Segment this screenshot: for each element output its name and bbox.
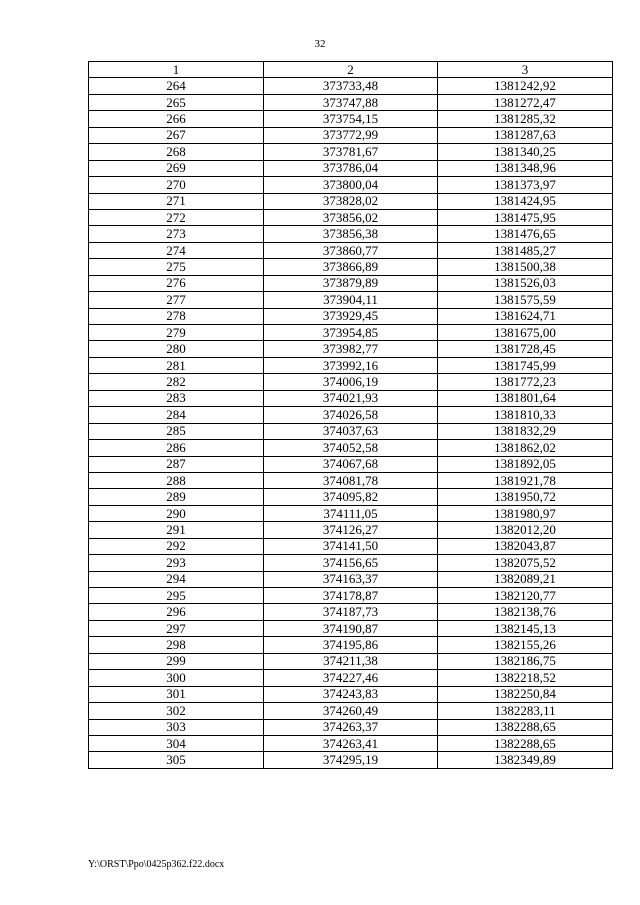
table-row — [89, 275, 613, 291]
x-coordinate-cell: 373954,85 — [264, 325, 438, 341]
table-row — [89, 78, 613, 94]
x-coordinate-cell: 374021,93 — [264, 390, 438, 406]
x-coordinate-cell: 374095,82 — [264, 489, 438, 505]
x-coordinate-cell: 373754,15 — [264, 111, 438, 127]
point-number-cell: 300 — [89, 670, 264, 686]
x-coordinate-cell: 374187,73 — [264, 604, 438, 620]
point-number-cell: 276 — [89, 275, 264, 291]
y-coordinate-cell: 1382012,20 — [438, 522, 613, 538]
x-coordinate-cell: 373866,89 — [264, 259, 438, 275]
column-header-1: 1 — [89, 62, 264, 78]
table-row — [89, 719, 613, 735]
table-row — [89, 127, 613, 143]
table-row — [89, 259, 613, 275]
point-number-cell: 294 — [89, 571, 264, 587]
y-coordinate-cell: 1381373,97 — [438, 177, 613, 193]
table-row — [89, 357, 613, 373]
point-number-cell: 265 — [89, 94, 264, 110]
point-number-cell: 275 — [89, 259, 264, 275]
x-coordinate-cell: 374111,05 — [264, 505, 438, 521]
column-header-3: 3 — [438, 62, 613, 78]
y-coordinate-cell: 1381242,92 — [438, 78, 613, 94]
table-row — [89, 423, 613, 439]
point-number-cell: 274 — [89, 242, 264, 258]
x-coordinate-cell: 373992,16 — [264, 357, 438, 373]
x-coordinate-cell: 374126,27 — [264, 522, 438, 538]
table-row — [89, 292, 613, 308]
x-coordinate-cell: 374295,19 — [264, 752, 438, 768]
table-row — [89, 226, 613, 242]
x-coordinate-cell: 373733,48 — [264, 78, 438, 94]
y-coordinate-cell: 1381832,29 — [438, 423, 613, 439]
x-coordinate-cell: 374227,46 — [264, 670, 438, 686]
point-number-cell: 270 — [89, 177, 264, 193]
table-row — [89, 522, 613, 538]
point-number-cell: 288 — [89, 472, 264, 488]
x-coordinate-cell: 373856,38 — [264, 226, 438, 242]
page-number: 32 — [314, 38, 326, 50]
table-row — [89, 111, 613, 127]
y-coordinate-cell: 1381980,97 — [438, 505, 613, 521]
y-coordinate-cell: 1381340,25 — [438, 144, 613, 160]
x-coordinate-cell: 374190,87 — [264, 620, 438, 636]
x-coordinate-cell: 373747,88 — [264, 94, 438, 110]
table-header-row — [89, 62, 613, 78]
y-coordinate-cell: 1382075,52 — [438, 555, 613, 571]
x-coordinate-cell: 374178,87 — [264, 588, 438, 604]
y-coordinate-cell: 1381801,64 — [438, 390, 613, 406]
table-row — [89, 160, 613, 176]
point-number-cell: 269 — [89, 160, 264, 176]
y-coordinate-cell: 1381745,99 — [438, 357, 613, 373]
table-row — [89, 209, 613, 225]
document-file-path: Y:\ORST\Ppo\0425p362.f22.docx — [88, 859, 225, 870]
point-number-cell: 289 — [89, 489, 264, 505]
y-coordinate-cell: 1382218,52 — [438, 670, 613, 686]
x-coordinate-cell: 373800,04 — [264, 177, 438, 193]
y-coordinate-cell: 1382138,76 — [438, 604, 613, 620]
point-number-cell: 271 — [89, 193, 264, 209]
y-coordinate-cell: 1381348,96 — [438, 160, 613, 176]
x-coordinate-cell: 373860,77 — [264, 242, 438, 258]
table-row — [89, 703, 613, 719]
table-row — [89, 177, 613, 193]
point-number-cell: 281 — [89, 357, 264, 373]
point-number-cell: 280 — [89, 341, 264, 357]
table-row — [89, 374, 613, 390]
point-number-cell: 297 — [89, 620, 264, 636]
y-coordinate-cell: 1382043,87 — [438, 538, 613, 554]
point-number-cell: 286 — [89, 440, 264, 456]
x-coordinate-cell: 374006,19 — [264, 374, 438, 390]
y-coordinate-cell: 1381950,72 — [438, 489, 613, 505]
table-row — [89, 440, 613, 456]
point-number-cell: 302 — [89, 703, 264, 719]
point-number-cell: 293 — [89, 555, 264, 571]
y-coordinate-cell: 1381287,63 — [438, 127, 613, 143]
table-row — [89, 735, 613, 751]
point-number-cell: 273 — [89, 226, 264, 242]
point-number-cell: 283 — [89, 390, 264, 406]
table-row — [89, 555, 613, 571]
y-coordinate-cell: 1382288,65 — [438, 719, 613, 735]
point-number-cell: 266 — [89, 111, 264, 127]
point-number-cell: 303 — [89, 719, 264, 735]
y-coordinate-cell: 1382250,84 — [438, 686, 613, 702]
table-row — [89, 144, 613, 160]
table-row — [89, 308, 613, 324]
x-coordinate-cell: 374263,41 — [264, 735, 438, 751]
y-coordinate-cell: 1381272,47 — [438, 94, 613, 110]
x-coordinate-cell: 373772,99 — [264, 127, 438, 143]
y-coordinate-cell: 1381772,23 — [438, 374, 613, 390]
x-coordinate-cell: 373856,02 — [264, 209, 438, 225]
x-coordinate-cell: 373786,04 — [264, 160, 438, 176]
y-coordinate-cell: 1381285,32 — [438, 111, 613, 127]
table-row — [89, 94, 613, 110]
y-coordinate-cell: 1382155,26 — [438, 637, 613, 653]
column-header-2: 2 — [264, 62, 438, 78]
table-row — [89, 637, 613, 653]
point-number-cell: 298 — [89, 637, 264, 653]
y-coordinate-cell: 1381862,02 — [438, 440, 613, 456]
table-row — [89, 653, 613, 669]
table-row — [89, 588, 613, 604]
x-coordinate-cell: 374163,37 — [264, 571, 438, 587]
x-coordinate-cell: 374067,68 — [264, 456, 438, 472]
y-coordinate-cell: 1381485,27 — [438, 242, 613, 258]
table-row — [89, 604, 613, 620]
y-coordinate-cell: 1381575,59 — [438, 292, 613, 308]
table-row — [89, 193, 613, 209]
y-coordinate-cell: 1381526,03 — [438, 275, 613, 291]
point-number-cell: 284 — [89, 407, 264, 423]
point-number-cell: 268 — [89, 144, 264, 160]
x-coordinate-cell: 374141,50 — [264, 538, 438, 554]
point-number-cell: 278 — [89, 308, 264, 324]
x-coordinate-cell: 373904,11 — [264, 292, 438, 308]
point-number-cell: 287 — [89, 456, 264, 472]
table-row — [89, 620, 613, 636]
y-coordinate-cell: 1382186,75 — [438, 653, 613, 669]
y-coordinate-cell: 1381728,45 — [438, 341, 613, 357]
point-number-cell: 272 — [89, 209, 264, 225]
x-coordinate-cell: 374195,86 — [264, 637, 438, 653]
point-number-cell: 299 — [89, 653, 264, 669]
x-coordinate-cell: 374211,38 — [264, 653, 438, 669]
table-row — [89, 456, 613, 472]
table-row — [89, 752, 613, 768]
y-coordinate-cell: 1382283,11 — [438, 703, 613, 719]
point-number-cell: 279 — [89, 325, 264, 341]
x-coordinate-cell: 373828,02 — [264, 193, 438, 209]
y-coordinate-cell: 1382145,13 — [438, 620, 613, 636]
y-coordinate-cell: 1381424,95 — [438, 193, 613, 209]
table-row — [89, 670, 613, 686]
y-coordinate-cell: 1381892,05 — [438, 456, 613, 472]
x-coordinate-cell: 374156,65 — [264, 555, 438, 571]
table-row — [89, 341, 613, 357]
y-coordinate-cell: 1381675,00 — [438, 325, 613, 341]
table-row — [89, 489, 613, 505]
x-coordinate-cell: 374260,49 — [264, 703, 438, 719]
point-number-cell: 292 — [89, 538, 264, 554]
y-coordinate-cell: 1381624,71 — [438, 308, 613, 324]
x-coordinate-cell: 374052,58 — [264, 440, 438, 456]
y-coordinate-cell: 1382089,21 — [438, 571, 613, 587]
table-row — [89, 472, 613, 488]
coordinates-table — [88, 61, 613, 769]
table-row — [89, 538, 613, 554]
y-coordinate-cell: 1381921,78 — [438, 472, 613, 488]
y-coordinate-cell: 1381810,33 — [438, 407, 613, 423]
point-number-cell: 282 — [89, 374, 264, 390]
table-row — [89, 390, 613, 406]
y-coordinate-cell: 1382120,77 — [438, 588, 613, 604]
x-coordinate-cell: 374081,78 — [264, 472, 438, 488]
x-coordinate-cell: 374243,83 — [264, 686, 438, 702]
point-number-cell: 296 — [89, 604, 264, 620]
table-row — [89, 571, 613, 587]
point-number-cell: 290 — [89, 505, 264, 521]
table-row — [89, 407, 613, 423]
table-row — [89, 242, 613, 258]
point-number-cell: 305 — [89, 752, 264, 768]
point-number-cell: 267 — [89, 127, 264, 143]
x-coordinate-cell: 373929,45 — [264, 308, 438, 324]
point-number-cell: 295 — [89, 588, 264, 604]
table-row — [89, 686, 613, 702]
point-number-cell: 301 — [89, 686, 264, 702]
table-row — [89, 505, 613, 521]
point-number-cell: 304 — [89, 735, 264, 751]
y-coordinate-cell: 1381500,38 — [438, 259, 613, 275]
y-coordinate-cell: 1382349,89 — [438, 752, 613, 768]
table-body — [89, 78, 613, 768]
x-coordinate-cell: 373781,67 — [264, 144, 438, 160]
point-number-cell: 285 — [89, 423, 264, 439]
x-coordinate-cell: 374263,37 — [264, 719, 438, 735]
x-coordinate-cell: 374037,63 — [264, 423, 438, 439]
y-coordinate-cell: 1381476,65 — [438, 226, 613, 242]
x-coordinate-cell: 373982,77 — [264, 341, 438, 357]
point-number-cell: 264 — [89, 78, 264, 94]
point-number-cell: 277 — [89, 292, 264, 308]
table-row — [89, 325, 613, 341]
point-number-cell: 291 — [89, 522, 264, 538]
x-coordinate-cell: 373879,89 — [264, 275, 438, 291]
x-coordinate-cell: 374026,58 — [264, 407, 438, 423]
y-coordinate-cell: 1382288,65 — [438, 735, 613, 751]
y-coordinate-cell: 1381475,95 — [438, 209, 613, 225]
